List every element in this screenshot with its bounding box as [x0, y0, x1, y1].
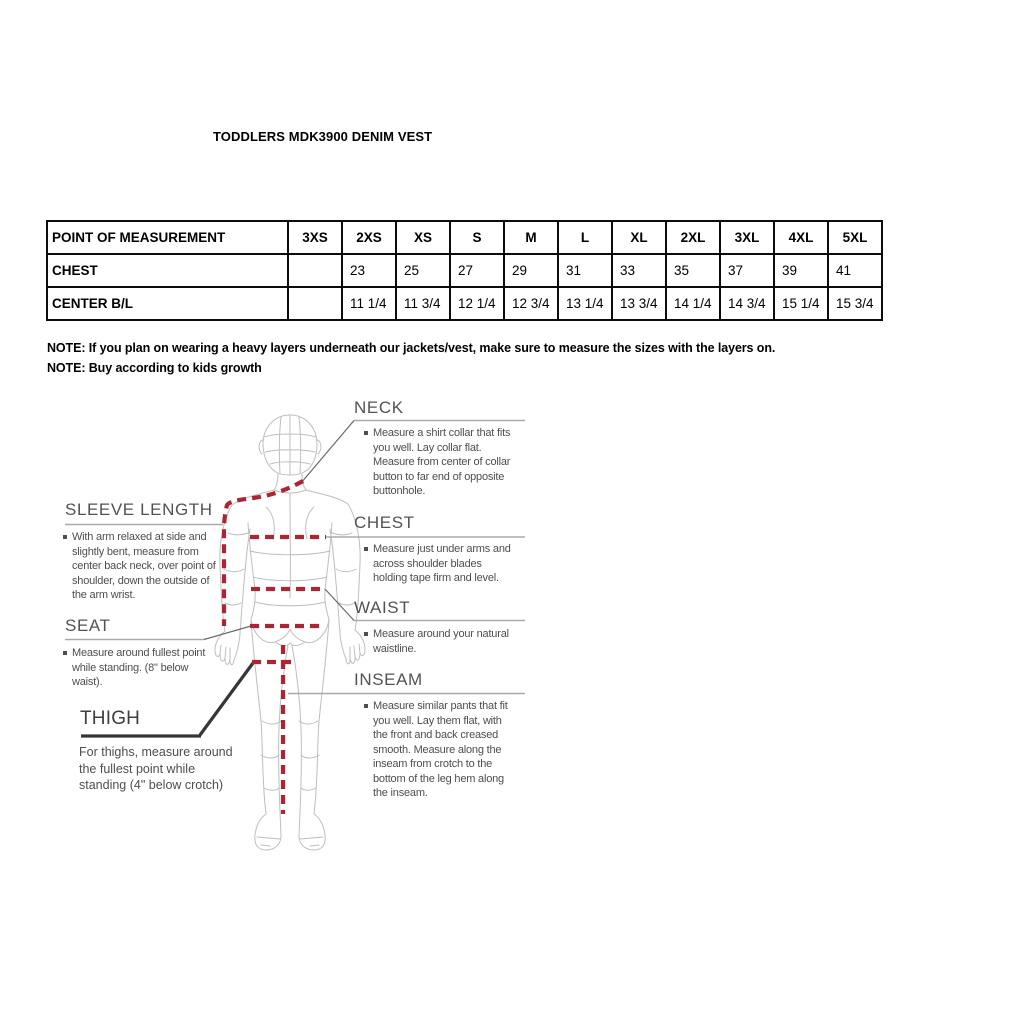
column-header: 2XS [342, 221, 396, 254]
table-cell: 23 [342, 254, 396, 287]
neck-description: Measure a shirt collar that fits you well. Lay collar flat. Measure from center of collar button to far end of opposite buttonhole. [364, 426, 516, 499]
table-cell: 11 1/4 [342, 287, 396, 320]
bullet-square-icon [63, 535, 67, 539]
table-cell: 12 1/4 [450, 287, 504, 320]
table-cell: 39 [774, 254, 828, 287]
bullet-square-icon [364, 547, 368, 551]
table-row [47, 287, 882, 320]
sleeve-length-description: With arm relaxed at side and slightly bent, measure from center back neck, over point of shoulder, down the outside of the arm wrist. [63, 530, 225, 603]
page-title: TODDLERS MDK3900 DENIM VEST [213, 129, 433, 144]
figure-torso [248, 494, 332, 620]
inseam-description: Measure similar pants that fit you well. Lay them flat, with the front and back creased smooth. Measure along the inseam from crotch to the bottom of the leg hem along the inseam. [364, 699, 516, 801]
inseam-label: INSEAM [354, 670, 423, 689]
seat-label: SEAT [65, 616, 111, 635]
table-cell: 14 3/4 [720, 287, 774, 320]
column-header: POINT OF MEASUREMENT [47, 221, 288, 254]
table-cell: 29 [504, 254, 558, 287]
size-chart-table [46, 220, 883, 321]
table-cell: 35 [666, 254, 720, 287]
bullet-square-icon [364, 632, 368, 636]
column-header: XS [396, 221, 450, 254]
column-header: 5XL [828, 221, 882, 254]
table-cell: 13 3/4 [612, 287, 666, 320]
seat-description: Measure around fullest point while standing. (8" below waist). [63, 646, 213, 690]
row-label: CENTER B/L [47, 287, 288, 320]
measurement-guide [55, 393, 530, 858]
table-cell [288, 287, 342, 320]
figure-right-leg [292, 620, 329, 814]
bullet-square-icon [364, 704, 368, 708]
table-cell: 31 [558, 254, 612, 287]
bullet-square-icon [63, 651, 67, 655]
table-cell: 25 [396, 254, 450, 287]
column-header: 2XL [666, 221, 720, 254]
figure-left-hand [215, 631, 240, 665]
table-row [47, 254, 882, 287]
note-growth: NOTE: Buy according to kids growth [47, 361, 262, 375]
column-header: L [558, 221, 612, 254]
column-header: 4XL [774, 221, 828, 254]
column-header: XL [612, 221, 666, 254]
column-header: S [450, 221, 504, 254]
table-cell: 33 [612, 254, 666, 287]
table-cell: 41 [828, 254, 882, 287]
table-cell: 14 1/4 [666, 287, 720, 320]
chest-label: CHEST [354, 513, 415, 532]
table-cell: 15 1/4 [774, 287, 828, 320]
table-cell: 12 3/4 [504, 287, 558, 320]
column-header: M [504, 221, 558, 254]
figure-right-foot [299, 812, 325, 850]
seat-leader-line [204, 626, 251, 640]
table-cell: 27 [450, 254, 504, 287]
table-cell: 15 3/4 [828, 287, 882, 320]
thigh-label: THIGH [80, 708, 141, 729]
chest-description: Measure just under arms and across shoulder blades holding tape firm and level. [364, 542, 516, 586]
neck-label: NECK [354, 398, 404, 417]
thigh-description: For thighs, measure around the fullest point while standing (4" below crotch) [79, 745, 233, 792]
column-header: 3XL [720, 221, 774, 254]
table-cell: 13 1/4 [558, 287, 612, 320]
sleeve-length-label: SLEEVE LENGTH [65, 500, 213, 519]
table-header-row [47, 221, 882, 254]
table-cell: 11 3/4 [396, 287, 450, 320]
figure-right-hand [340, 630, 365, 664]
neck-leader-line [301, 421, 354, 484]
waist-description: Measure around your natural waistline. [364, 627, 516, 656]
figure-hips [251, 620, 329, 646]
waist-label: WAIST [354, 598, 411, 617]
figure-head-mesh [264, 415, 316, 475]
row-label: CHEST [47, 254, 288, 287]
figure-left-foot [255, 812, 281, 850]
column-header: 3XS [288, 221, 342, 254]
note-layers: NOTE: If you plan on wearing a heavy layers underneath our jackets/vest, make sure to measure the sizes with the layers on. [47, 341, 776, 355]
table-cell [288, 254, 342, 287]
bullet-square-icon [364, 431, 368, 435]
table-cell: 37 [720, 254, 774, 287]
